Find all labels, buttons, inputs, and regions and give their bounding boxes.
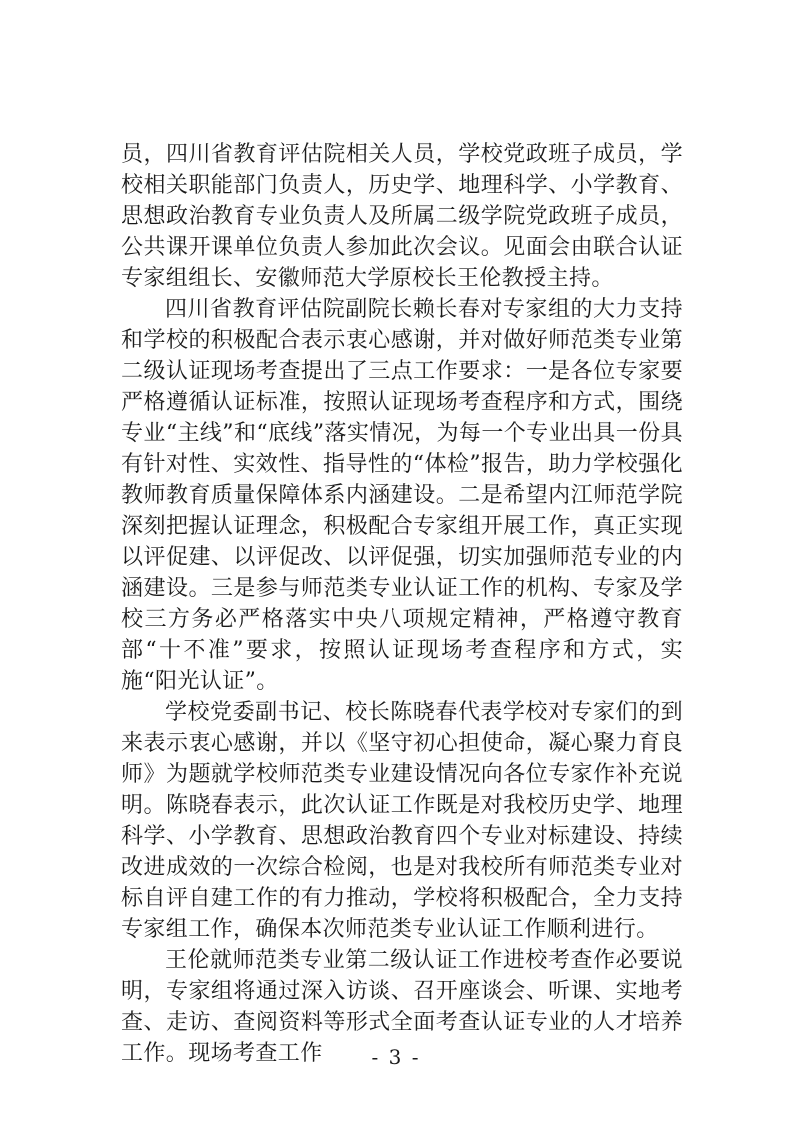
paragraph-3: 学校党委副书记、校长陈晓春代表学校对专家们的到来表示衷心感谢，并以《坚守初心担使命，凝心聚力育良师》为题就学校师范类专业建设情况向各位专家作补充说明。陈晓春表示，此次认证工作既是对我校历史学、地理科学、小学教育、思想政治教育四个专业对标建设、持续改进成效的一次综合检阅，也是对我校所有师范类专业对标自评自建工作的有力推动，学校将积极配合，全力支持专家组工作，确保本次师范类专业认证工作顺利进行。	[121, 700, 683, 942]
paragraph-4: 王伦就师范类专业第二级认证工作进校考查作必要说明，专家组将通过深入访谈、召开座谈会、听课、实地考查、走访、查阅资料等形式全面考查认证专业的人才培养工作。现场考查工作	[121, 948, 683, 1066]
page-number: - 3 -	[371, 1045, 421, 1069]
body-text	[121, 139, 683, 1069]
paragraph-2: 四川省教育评估院副院长赖长春对专家组的大力支持和学校的积极配合表示衷心感谢，并对做好师范类专业第二级认证现场考查提出了三点工作要求：一是各位专家要严格遵循认证标准，按照认证现场考查程序和方式，围绕专业“主线”和“底线”落实情况，为每一个专业出具一份具有针对性、实效性、指导性的“体检”报告，助力学校强化教师教育质量保障体系内涵建设。二是希望内江师范学院深刻把握认证理念，积极配合专家组开展工作，真正实现以评促建、以评促改、以评促强，切实加强师范专业的内涵建设。三是参与师范类专业认证工作的机构、专家及学校三方务必严格落实中央八项规定精神，严格遵守教育部“十不准”要求，按照认证现场考查程序和方式，实施“阳光认证”。	[121, 297, 683, 694]
paragraph-1: 员，四川省教育评估院相关人员，学校党政班子成员，学校相关职能部门负责人，历史学、地理科学、小学教育、思想政治教育专业负责人及所属二级学院党政班子成员，公共课开课单位负责人参加此次会议。见面会由联合认证专家组组长、安徽师范大学原校长王伦教授主持。	[121, 142, 683, 291]
